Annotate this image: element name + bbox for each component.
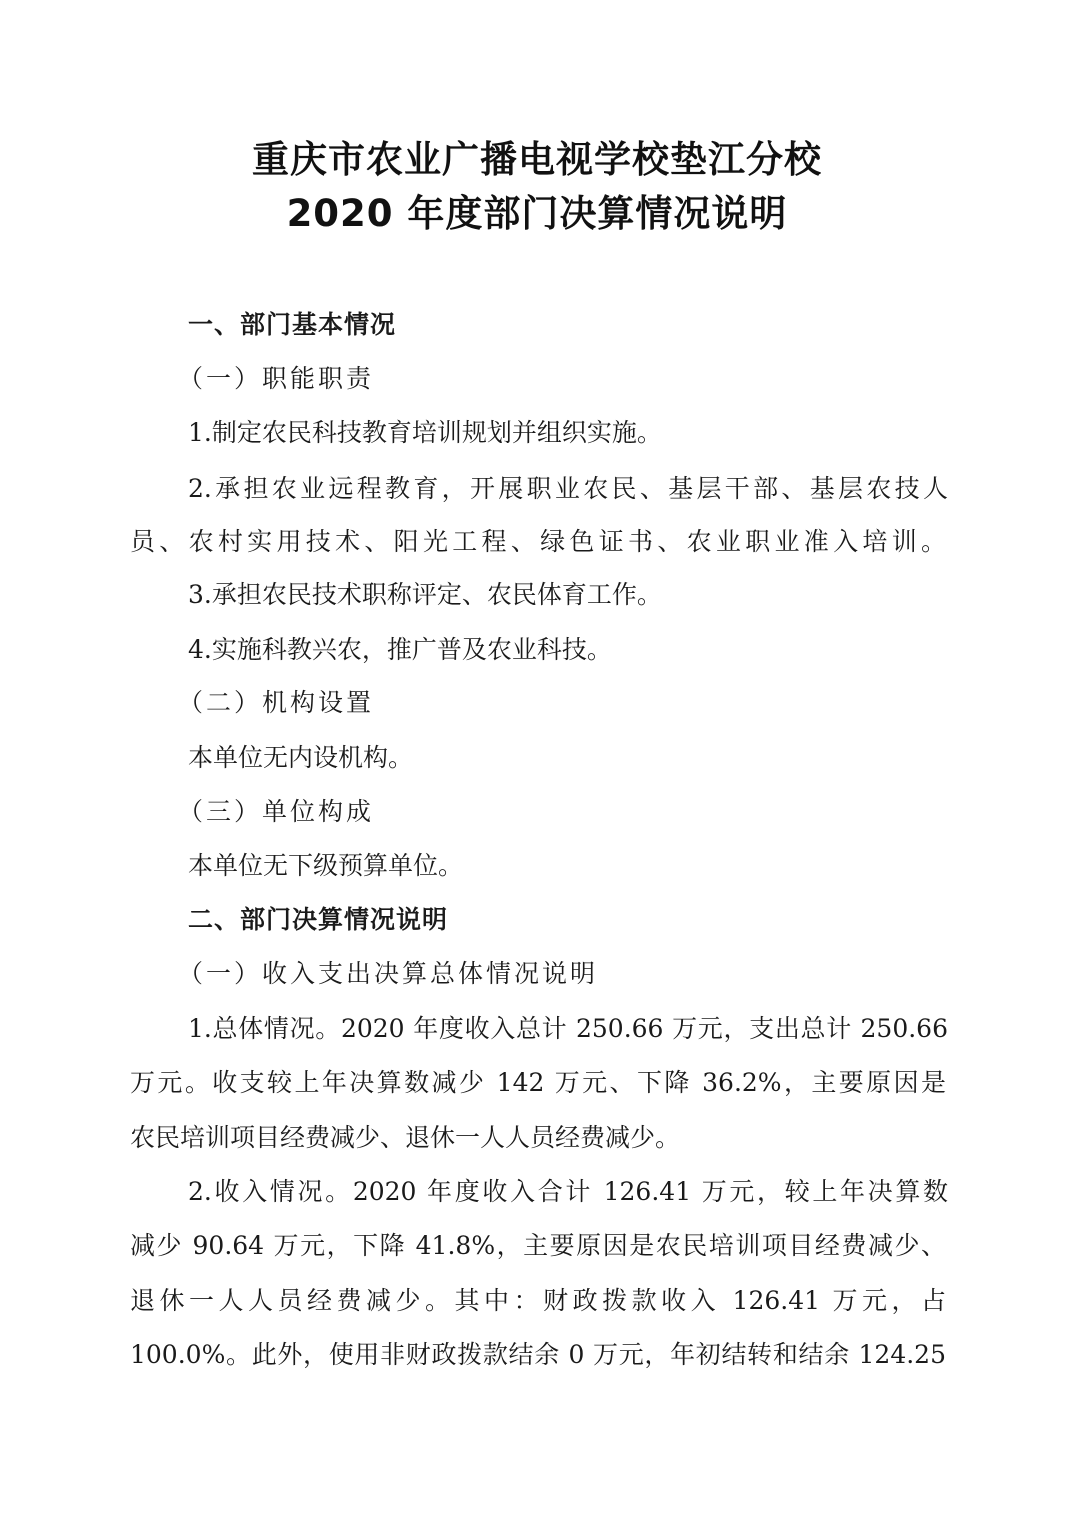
section1-heading: 一、部门基本情况 (188, 310, 397, 339)
paragraph-income-line1: 2.收入情况。2020 年度收入合计 126.41 万元，较上年决算数 (188, 1177, 948, 1206)
paragraph-overall-line1: 1.总体情况。2020 年度收入总计 250.66 万元，支出总计 250.66 (188, 1014, 948, 1043)
duty-item-1: 1.制定农民科技教育培训规划并组织实施。 (188, 418, 662, 447)
section2-heading: 二、部门决算情况说明 (188, 905, 449, 934)
section1-sub2-text: 本单位无内设机构。 (188, 743, 414, 772)
paragraph-overall-line3: 农民培训项目经费减少、退休一人人员经费减少。 (130, 1123, 681, 1152)
section1-sub1-title: （一）职能职责 (178, 364, 375, 393)
section1-sub3-title: （三）单位构成 (178, 797, 375, 826)
document-title-line1: 重庆市农业广播电视学校垫江分校 (252, 138, 822, 181)
document-title-line2: 2020 年度部门决算情况说明 (286, 192, 788, 235)
paragraph-income-line4: 100.0%。此外，使用非财政拨款结余 0 万元，年初结转和结余 124.25 (130, 1340, 946, 1369)
section1-sub3-text: 本单位无下级预算单位。 (188, 851, 464, 880)
section2-sub1-title: （一）收入支出决算总体情况说明 (178, 959, 599, 988)
duty-item-2-line2: 员、农村实用技术、阳光工程、绿色证书、农业职业准入培训。 (130, 527, 946, 556)
duty-item-4: 4.实施科教兴农，推广普及农业科技。 (188, 635, 612, 664)
duty-item-3: 3.承担农民技术职称评定、农民体育工作。 (188, 580, 662, 609)
paragraph-overall-line2: 万元。收支较上年决算数减少 142 万元、下降 36.2%，主要原因是 (130, 1068, 946, 1097)
duty-item-2-line1: 2.承担农业远程教育，开展职业农民、基层干部、基层农技人 (188, 474, 948, 503)
section1-sub2-title: （二）机构设置 (178, 688, 375, 717)
paragraph-income-line3: 退休一人人员经费减少。其中：财政拨款收入 126.41 万元，占 (130, 1286, 946, 1315)
paragraph-income-line2: 减少 90.64 万元，下降 41.8%，主要原因是农民培训项目经费减少、 (130, 1231, 946, 1260)
